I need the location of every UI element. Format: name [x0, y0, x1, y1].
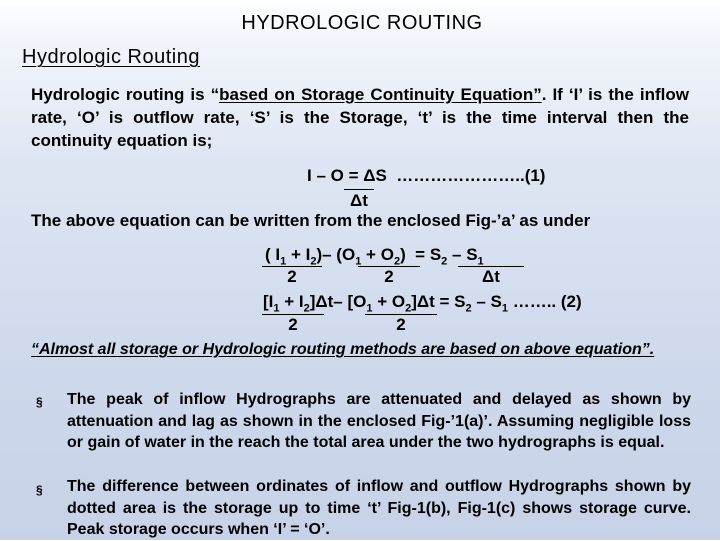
equation-1-dots: …………………..(1) [396, 166, 546, 185]
intro-line-2: The above equation can be written from the enclosed Fig-’a’ as under [31, 211, 591, 230]
equation-3-den-2: 2 [365, 314, 437, 335]
equation-2-text: ( $I_1 + I_2)-$ $(O_1 + O_2) = S_2 - S_1$ [265, 245, 484, 268]
intro-paragraph [31, 83, 689, 152]
bullet-item-1: The peak of inflow Hydrographs are attenuated and delayed as shown by attenuation and lag as shown in the enclosed Fig-’1(a)’. Assuming negligible loss or gain of water in the reach the total area under the two hydrographs is equal. [67, 391, 691, 451]
bullet-marker-2: § [36, 483, 43, 497]
equation-1 [307, 166, 545, 186]
equation-1-numerator: ΔS [363, 166, 387, 185]
intro-text-pre: Hydrologic routing is “ [31, 85, 220, 104]
bullet-item-2: The difference between ordinates of inflow and outflow Hydrographs shown by dotted area is the storage up to time ‘t’ Fig-1(b), Fig-1(c) shows storage curve. Peak storage occurs when ‘I’ = ‘O’. [67, 478, 691, 538]
equation-3-den-1: 2 [262, 314, 324, 335]
bullet-marker-1: § [36, 395, 43, 409]
intro-text-post: . If ‘I’ is the inflow rate, ‘O’ is outflow rate, ‘S’ is the Storage, ‘t’ is the time interval then the continuity equation is; [31, 85, 689, 150]
equation-2-den-1: 2 [262, 266, 322, 287]
equation-3 [263, 292, 582, 314]
equation-1-lhs: I – O = [307, 166, 364, 185]
intro-underlined-phrase: based on Storage Continuity Equation” [219, 85, 542, 104]
storage-note: “Almost all storage or Hydrologic routing methods are based on above equation”. [31, 341, 655, 358]
page-title: HYDROLOGIC ROUTING [241, 12, 483, 34]
equation-1-denominator: Δt [344, 187, 380, 211]
equation-3-text: $[I_1 + I_2]\Delta t-$ $[O_1 + O_2]\Delta t = S_2 - S_1$ …….. (2) [263, 292, 582, 315]
equation-2 [265, 245, 484, 267]
equation-2-den-3: Δt [458, 266, 524, 287]
section-heading: Hydrologic Routing [22, 46, 200, 68]
equation-2-den-2: 2 [358, 266, 420, 287]
